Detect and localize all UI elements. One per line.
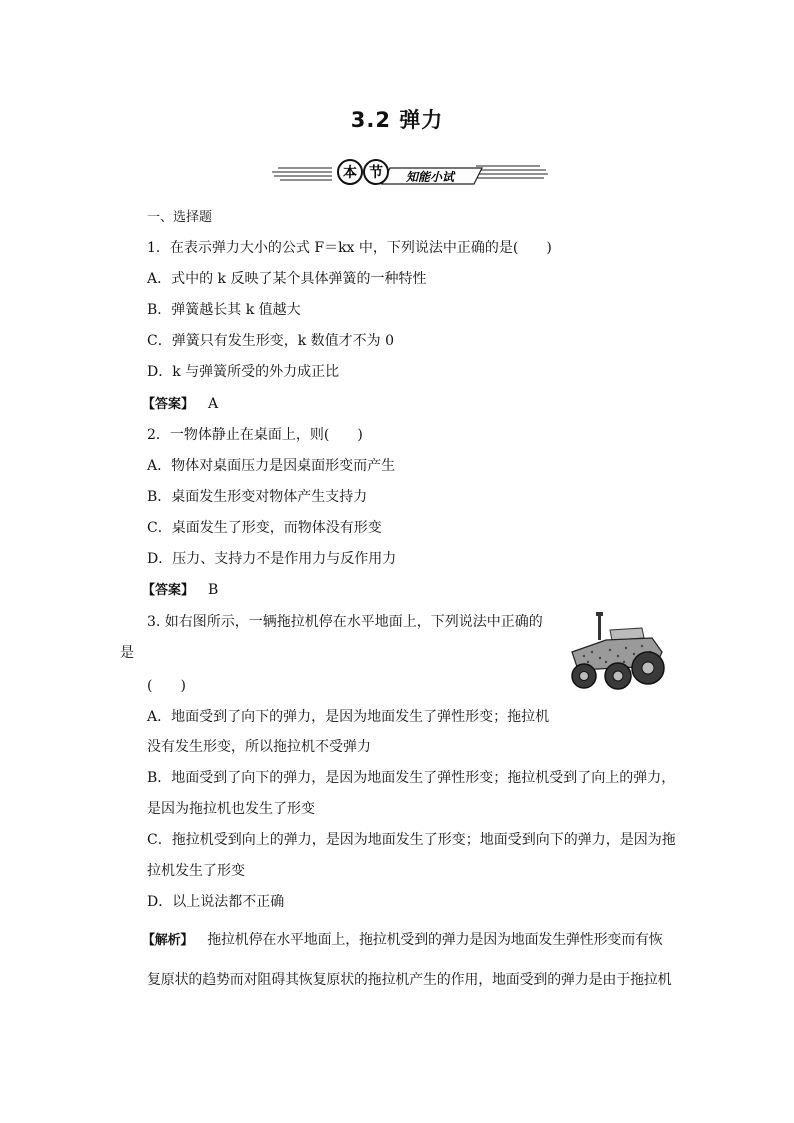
q3-stem-line1: 3. 如右图所示，一辆拖拉机停在水平地面上，下列说法中正确的 — [147, 614, 543, 630]
q3-option-c-line2: 拉机发生了形变 — [147, 863, 245, 879]
q3-paren: ( ) — [147, 678, 186, 694]
q3-analysis-line1 — [142, 930, 663, 951]
q3-stem-line2: 是 — [120, 645, 134, 661]
section-banner — [270, 158, 550, 190]
q2-answer — [142, 580, 218, 601]
banner-subtitle: 知能小试 — [405, 170, 455, 184]
q1-option-d: D．k 与弹簧所受的外力成正比 — [147, 364, 340, 380]
q2-stem: 2．一物体静止在桌面上，则( ) — [147, 427, 363, 443]
q3-option-a-line1: A．地面受到了向下的弹力，是因为地面发生了弹性形变；拖拉机 — [147, 709, 550, 725]
analysis-text-1: 拖拉机停在水平地面上，拖拉机受到的弹力是因为地面发生弹性形变而有恢 — [207, 932, 663, 948]
answer-value: A — [208, 396, 219, 412]
q3-option-b-line1: B．地面受到了向下的弹力，是因为地面发生了弹性形变；拖拉机受到了向上的弹力， — [147, 770, 676, 786]
q1-option-b: B．弹簧越长其 k 值越大 — [147, 302, 301, 318]
q3-option-a-line2: 没有发生形变，所以拖拉机不受弹力 — [147, 739, 371, 755]
q2-option-b: B．桌面发生形变对物体产生支持力 — [147, 489, 368, 505]
section-heading: 一、选择题 — [147, 210, 213, 225]
answer-tag: 【答案】 — [142, 397, 195, 412]
analysis-tag: 【解析】 — [142, 933, 194, 948]
q2-option-c: C．桌面发生了形变，而物体没有形变 — [147, 520, 382, 536]
q3-option-b-line2: 是因为拖拉机也发生了形变 — [147, 801, 315, 817]
q1-stem: 1．在表示弹力大小的公式 F＝kx 中，下列说法中正确的是( ) — [147, 240, 552, 256]
q1-option-c: C．弹簧只有发生形变，k 数值才不为 0 — [147, 333, 395, 349]
banner-char-2: 节 — [369, 165, 383, 181]
answer-value: B — [208, 582, 219, 598]
page-title: 3.2 弹力 — [350, 108, 444, 132]
q3-option-c-line1: C．拖拉机受到向上的弹力，是因为地面发生了形变；地面受到向下的弹力，是因为拖 — [147, 832, 676, 848]
tractor-illustration — [566, 612, 670, 694]
q1-answer — [142, 394, 218, 415]
q3-analysis-line2: 复原状的趋势而对阻碍其恢复原状的拖拉机产生的作用，地面受到的弹力是由于拖拉机 — [147, 972, 672, 988]
q3-option-d: D．以上说法都不正确 — [147, 894, 285, 910]
q2-option-a: A．物体对桌面压力是因桌面形变而产生 — [147, 458, 396, 474]
banner-char-1: 本 — [343, 165, 357, 181]
q1-option-a: A．式中的 k 反映了某个具体弹簧的一种特性 — [147, 271, 427, 287]
q2-option-d: D．压力、支持力不是作用力与反作用力 — [147, 551, 397, 567]
answer-tag: 【答案】 — [142, 583, 195, 598]
